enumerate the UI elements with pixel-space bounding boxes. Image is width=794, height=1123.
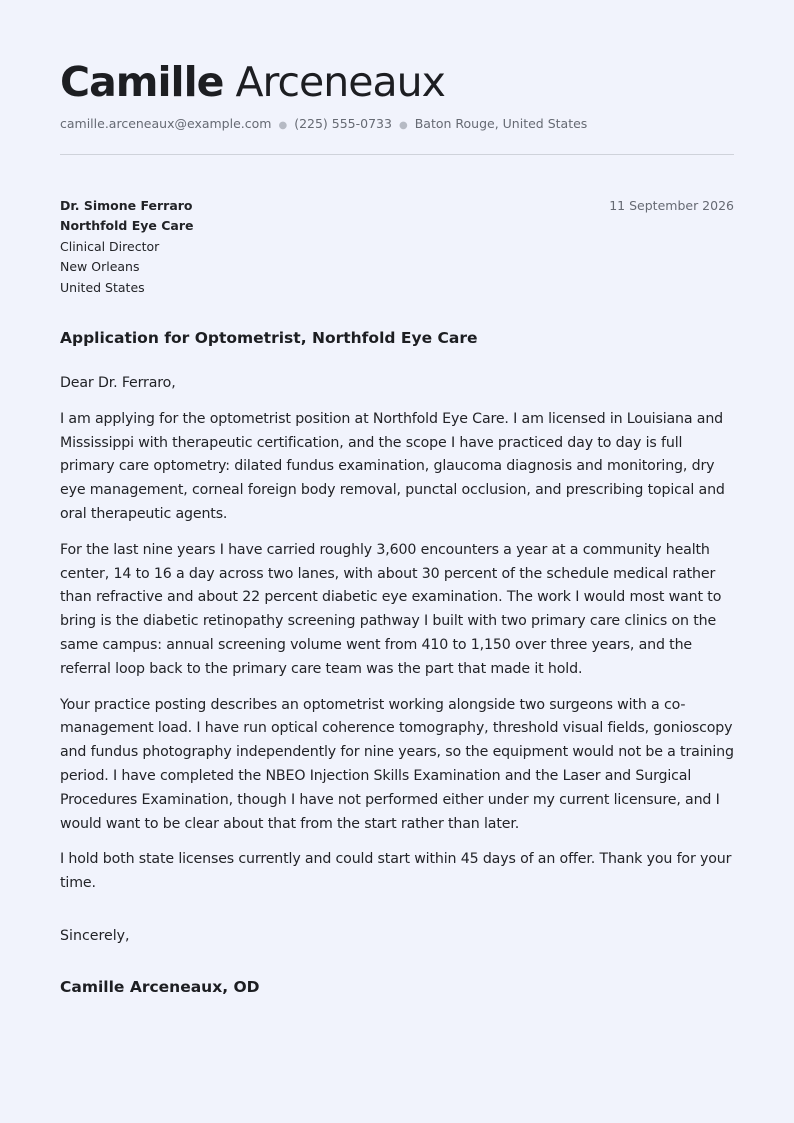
contact-line: [60, 116, 734, 131]
letter-date: 11 September 2026: [609, 198, 734, 213]
recipient-country: United States: [60, 279, 145, 295]
sender-first-name: Camille: [60, 58, 224, 106]
dot-separator-icon: ●: [278, 120, 288, 131]
recipient-city: New Orleans: [60, 259, 140, 275]
signature: Camille Arceneaux, OD: [60, 978, 260, 996]
body-paragraph: Your practice posting describes an optometrist working alongside two surgeons with a co-management load. I have run optical coherence tomography, threshold visual fields, gonioscopy and fundus photography independently for nine years, so the equipment would not be a training period. I have completed the NBEO Injection Skills Examination and the Laser and Surgical Procedures Examination, though I have not performed either under my current licensure, and I would want to be clear about that from the start rather than later.: [60, 696, 734, 832]
letter-header: [60, 58, 734, 131]
recipient-title: Clinical Director: [60, 238, 160, 254]
recipient-organization: Northfold Eye Care: [60, 218, 194, 234]
sender-location: Baton Rouge, United States: [414, 116, 588, 131]
body-paragraph: For the last nine years I have carried roughly 3,600 encounters a year at a community health center, 14 to 16 a day across two lanes, with about 30 percent of the schedule medical rather than refractive and about 22 percent diabetic eye examination. The work I would most want to bring is the diabetic retinopathy screening pathway I built with two primary care clinics on the same campus: annual screening volume went from 410 to 1,150 over three years, and the referral loop back to the primary care team was the part that made it hold.: [60, 541, 722, 677]
letter-subject: Application for Optometrist, Northfold Eye Care: [60, 329, 478, 347]
letter-body: [60, 372, 736, 908]
sender-last-name: Arceneaux: [235, 58, 445, 106]
recipient-name: Dr. Simone Ferraro: [60, 198, 193, 213]
sender-phone: (225) 555-0733: [294, 116, 392, 131]
sender-name: [60, 58, 734, 106]
body-paragraph: I hold both state licenses currently and could start within 45 days of an offer. Thank you for your time.: [60, 851, 732, 892]
recipient-block: [60, 196, 193, 298]
dot-separator-icon: ●: [398, 120, 408, 131]
sender-email: camille.arceneaux@example.com: [60, 116, 272, 131]
salutation: Dear Dr. Ferraro,: [60, 375, 176, 391]
closing: Sincerely,: [60, 928, 130, 944]
header-divider: [60, 154, 734, 155]
body-paragraph: I am applying for the optometrist position at Northfold Eye Care. I am licensed in Louisiana and Mississippi with therapeutic certification, and the scope I have practiced day to day is full primary care optometry: dilated fundus examination, glaucoma diagnosis and monitoring, dry eye management, corneal foreign body removal, punctal occlusion, and prescribing topical and oral therapeutic agents.: [60, 410, 725, 522]
